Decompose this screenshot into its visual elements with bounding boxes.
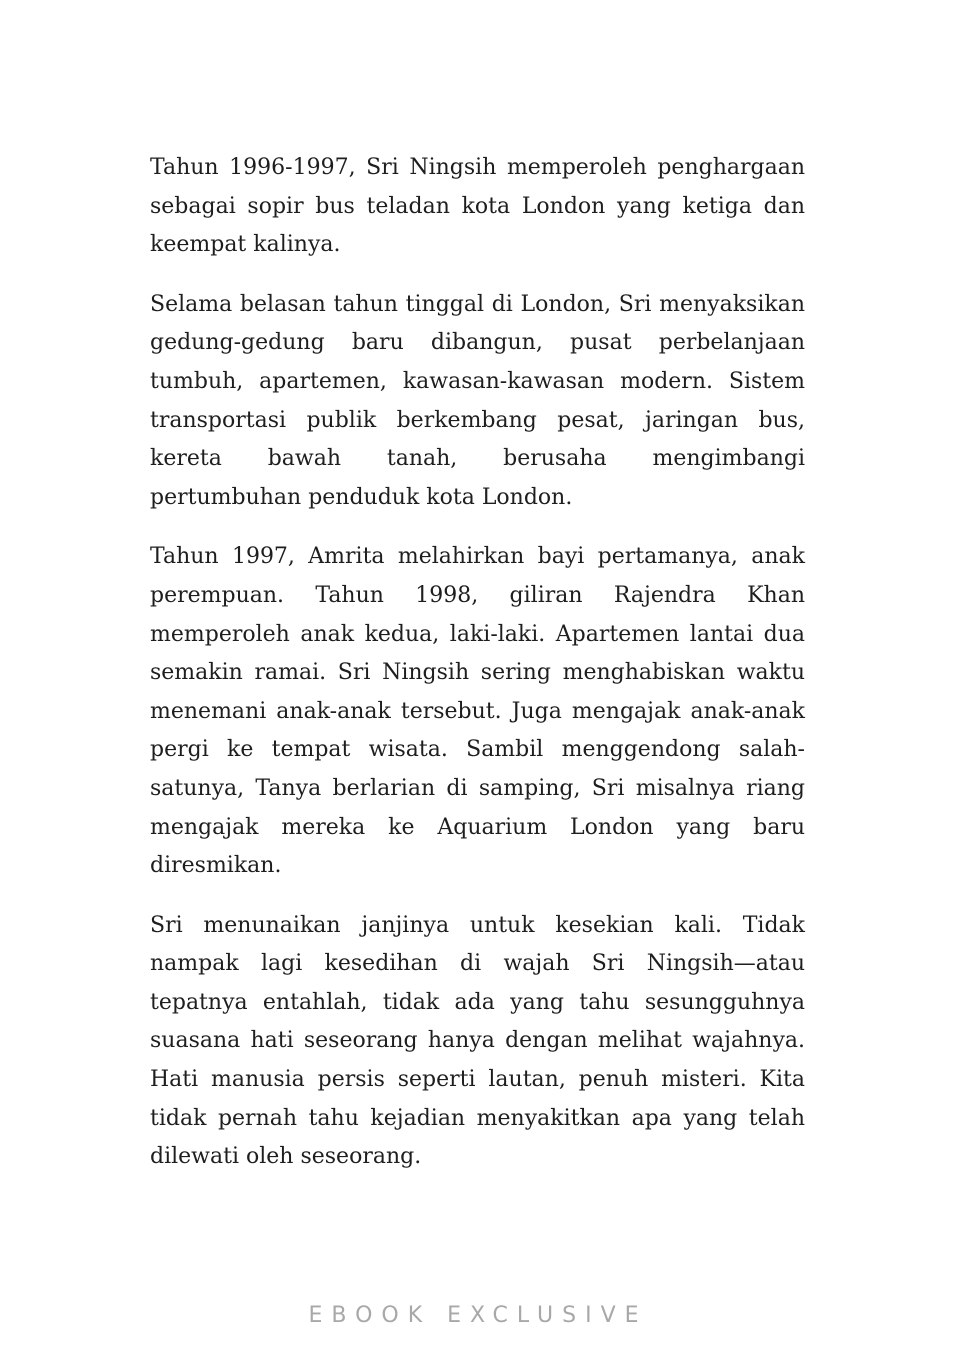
ebook-exclusive-footer: EBOOK EXCLUSIVE — [308, 1303, 648, 1328]
page-body — [150, 149, 805, 1177]
paragraph-2: Selama belasan tahun tinggal di London, Sri menyaksikan gedung-gedung baru dibangun, pusat perbelanjaan tumbuh, apartemen, kawasan-kawasan modern. Sistem transportasi publik berkembang pesat, jaringan bus, kereta bawah tanah, berusaha mengimbangi pertumbuhan penduduk kota London. — [150, 291, 805, 510]
paragraph-4: Sri menunaikan janjinya untuk kesekian kali. Tidak nampak lagi kesedihan di wajah Sri Ningsih—atau tepatnya entahlah, tidak ada yang tahu sesungguhnya suasana hati seseorang hanya dengan melihat wajahnya. Hati manusia persis seperti lautan, penuh misteri. Kita tidak pernah tahu kejadian menyakitkan apa yang telah dilewati oleh seseorang. — [150, 912, 805, 1170]
paragraph-1: Tahun 1996-1997, Sri Ningsih memperoleh penghargaan sebagai sopir bus teladan kota London yang ketiga dan keempat kalinya. — [150, 155, 805, 258]
paragraph-3: Tahun 1997, Amrita melahirkan bayi pertamanya, anak perempuan. Tahun 1998, giliran Rajendra Khan memperoleh anak kedua, laki-laki. Apartemen lantai dua semakin ramai. Sri Ningsih sering menghabiskan waktu menemani anak-anak tersebut. Juga mengajak anak-anak pergi ke tempat wisata. Sambil menggendong salah-satunya, Tanya berlarian di samping, Sri misalnya riang mengajak mereka ke Aquarium London yang baru diresmikan. — [150, 544, 805, 879]
